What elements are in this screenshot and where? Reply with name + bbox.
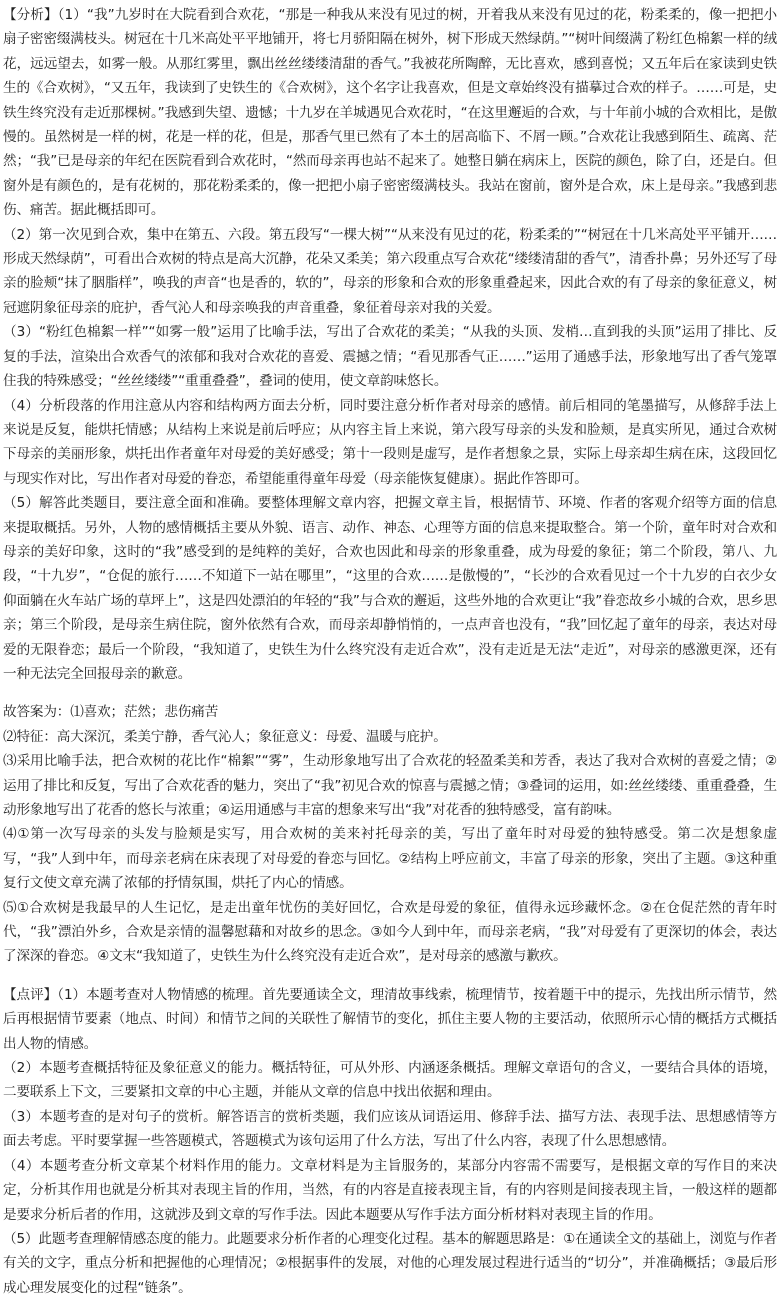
review-item-5: （5）此题考查理解情感态度的能力。此题要求分析作者的心理变化过程。基本的解题思路是：①在通读全文的基础上，浏览与作者有关的文字，重点分析和把握他的心理情况；②根据事件的发展，对他的心理发展过程进行适当的“切分”，并准确概括；③最后形成心理发展变化的过程“链条”。 <box>3 1230 777 1296</box>
review-item-1-text: （1）本题考查对人物情感的梳理。首先要通读全文，理清故事线索，梳理情节，按着题干中的提示，先找出所示情节，然后再根据情节要素（地点、时间）和情节之间的关联性了解情节的变化，抓住主要人物的主要活动，依照所示心情的概括方式概括出人物的情感。 <box>3 986 777 1052</box>
answer-item-1-text: ⑴喜欢；茫然；悲伤痛苦 <box>70 704 219 721</box>
review-item-2: （2）本题考查概括特征及象征意义的能力。概括特征，可从外形、内涵逐条概括。理解文章语句的含义，一要结合具体的语境，二要联系上下文，三要紧扣文章的中心主题，并能从文章的信息中找出依据和理由。 <box>3 1060 777 1101</box>
analysis-item-2: （2）第一次见到合欢，集中在第五、六段。第五段写“一棵大树”“从来没有见过的花，粉柔柔的”“树冠在十几米高处平平铺开……形成天然绿荫”，可看出合欢树的特点是高大沉静，花朵又柔美；第六段重点写合欢花“缕缕清甜的香气”，清香扑鼻；另外还写了母亲的脸颊“抹了胭脂样”，唤我的声音“也是香的，软的”，母亲的形象和合欢的形象重叠起来，因此合欢的有了母亲的象征意义，树冠遮阴象征母亲的庇护，香气沁人和母亲唤我的声音重叠，象征着母亲对我的关爱。 <box>3 226 777 316</box>
review-item-3: （3）本题考查的是对句子的赏析。解答语言的赏析类题，我们应该从词语运用、修辞手法、描写方法、表现手法、思想感情等方面去考虑。平时要掌握一些答题模式，答题模式为该句运用了什么方法，写出了什么内容，表现了什么思想感情。 <box>3 1108 777 1150</box>
analysis-section <box>3 3 777 686</box>
answer-item-1 <box>3 700 777 724</box>
answer-item-3: ⑶采用比喻手法，把合欢树的花比作“棉絮”“雾”，生动形象地写出了合欢花的轻盈柔美和芳香，表达了我对合欢树的喜爱之情；②运用了排比和反复，写出了合欢花香的魅力，突出了“我”初见合欢的惊喜与震撼之情；③叠词的运用，如:丝丝缕缕、重重叠叠，生动形象地写出了花香的悠长与浓重；④运用通感与丰富的想象来写出“我”对花香的独特感受，富有韵味。 <box>3 753 777 818</box>
answer-item-2: ⑵特征：高大深沉，柔美宁静，香气沁人；象征意义：母爱、温暖与庇护。 <box>3 728 447 745</box>
analysis-item-1-text: （1）“我”九岁时在大院看到合欢花，“那是一种我从来没有见过的树，开着我从来没有见过的花，粉柔柔的，像一把把小扇子密密缀满枝头。树冠在十几米高处平平地铺开，将七月骄阳隔在树外，树下形成天然绿荫。”“树叶间缀满了粉红色棉絮一样的绒花，远远望去，如雾一般。从那红雾里，飘出丝丝缕缕清甜的香气。”我被花所陶醉，无比喜欢，感到喜悦；又五年后在家读到史铁生的《合欢树》，“又五年，我读到了史铁生的《合欢树》，这个名字让我喜欢，但是文章始终没有描摹过合欢的样子。……可是，史铁生终究没有走近那棵树。”我感到失望、遗憾；十九岁在羊城遇见合欢花时，“在这里邂逅的合欢，与十年前小城的合欢相比，是傲慢的。虽然树是一样的树，花是一样的花，但是，那香气里已然有了本土的居高临下、不屑一顾。”合欢花让我感到陌生、疏离、茫然；“我”已是母亲的年纪在医院看到合欢花时，“然而母亲再也站不起来了。她整日躺在病床上，医院的颜色，除了白，还是白。但窗外是有颜色的，是有花树的，那花粉柔柔的，像一把把小扇子密密缀满枝头。我站在窗前，窗外是合欢，床上是母亲。”我感到悲伤、痛苦。据此概括即可。 <box>3 7 777 219</box>
answer-item-4: ⑷①第一次写母亲的头发与脸颊是实写，用合欢树的美来衬托母亲的美，写出了童年时对母爱的独特感受。第二次是想象虚写，“我”人到中年，而母亲老病在床表现了对母爱的眷恋与回忆。②结构上呼应前文，丰富了母亲的形象，突出了主题。③这种重复行文使文章充满了浓郁的抒情氛围，烘托了内心的情感。 <box>3 826 777 892</box>
section-spacer <box>3 686 777 700</box>
review-section <box>3 983 777 1300</box>
review-item-4: （4）本题考查分析文章某个材料作用的能力。文章材料是为主旨服务的，某部分内容需不需要写，是根据文章的写作目的来决定，分析其作用也就是分析其对表现主旨的作用，当然，有的内容是直接表现主旨，有的内容则是间接表现主旨，一般这样的题都是要求分析后者的作用，这就涉及到文章的写作手法。因此本题要从写作手法方面分析材料对表现主旨的作用。 <box>3 1157 777 1223</box>
section-spacer <box>3 969 777 983</box>
analysis-heading: 【分析】 <box>3 7 58 23</box>
analysis-item-3: （3）“粉红色棉絮一样”“如雾一般”运用了比喻手法，写出了合欢花的柔美；“从我的头顶、发梢…直到我的头顶”运用了排比、反复的手法，渲染出合欢香气的浓郁和我对合欢花的喜爱、震撼之情；“看见那香气正……”运用了通感手法，形象地写出了香气笼罩住我的特殊感受；“丝丝缕缕”“重重叠叠”，叠词的使用，使文章韵味悠长。 <box>3 324 777 390</box>
answer-section <box>3 700 777 968</box>
review-heading: 【点评】 <box>3 986 58 1003</box>
answer-heading: 故答案为： <box>3 704 71 721</box>
analysis-item-5: （5）解答此类题目，要注意全面和准确。要整体理解文章内容，把握文章主旨，根据情节、环境、作者的客观介绍等方面的信息来提取概括。另外，人物的感情概括主要从外貌、语言、动作、神态、心理等方面的信息来提取整合。第一个阶，童年时对合欢和母亲的美好印象，这时的“我”感受到的是纯粹的美好，合欢也因此和母亲的形象重叠，成为母爱的象征；第二个阶段，第八、九段，“十九岁”，“仓促的旅行……不知道下一站在哪里”，“这里的合欢……是傲慢的”，“长沙的合欢看见过一个十九岁的白衣少女仰面躺在火车站广场的草坪上”，这是四处漂泊的年轻的“我”与合欢的邂逅，这些外地的合欢更让“我”眷恋故乡小城的合欢，思乡思亲；第三个阶段，是母亲生病住院，窗外依然有合欢，而母亲却静悄悄的，一点声音也没有，“我”回忆起了童年的母亲，表达对母爱的无限眷恋；最后一个阶段，“我知道了，史铁生为什么终究没有走近合欢”，没有走近是无法“走近”，对母亲的感激更深，还有一种无法完全回报母亲的歉意。 <box>3 495 777 682</box>
review-item-1 <box>3 983 777 1056</box>
analysis-item-1 <box>3 3 777 223</box>
answer-item-5: ⑸①合欢树是我最早的人生记忆，是走出童年忧伤的美好回忆，合欢是母爱的象征，值得永远珍藏怀念。②在仓促茫然的青年时代，“我”漂泊外乡，合欢是亲情的温馨慰藉和对故乡的思念。③如今人到中年，而母亲老病，“我”对母爱有了更深切的体会，表达了深深的眷恋。④文末“我知道了，史铁生为什么终究没有走近合欢”，是对母亲的感激与歉疚。 <box>3 899 777 965</box>
analysis-item-4: （4）分析段落的作用注意从内容和结构两方面去分析，同时要注意分析作者对母亲的感情。前后相同的笔墨描写，从修辞手法上来说是反复，能烘托情感；从结构上来说是前后呼应；从内容主旨上来说，第六段写母亲的头发和脸颊，是真实所见，通过合欢树下母亲的美丽形象，烘托出作者童年对母爱的美好感受；第十一段则是虚写，是作者想象之景，实际上母亲却生病在床，这段回忆与现实作对比，写出作者对母爱的眷恋，希望能重得童年母爱（母亲能恢复健康）。据此作答即可。 <box>3 397 777 487</box>
